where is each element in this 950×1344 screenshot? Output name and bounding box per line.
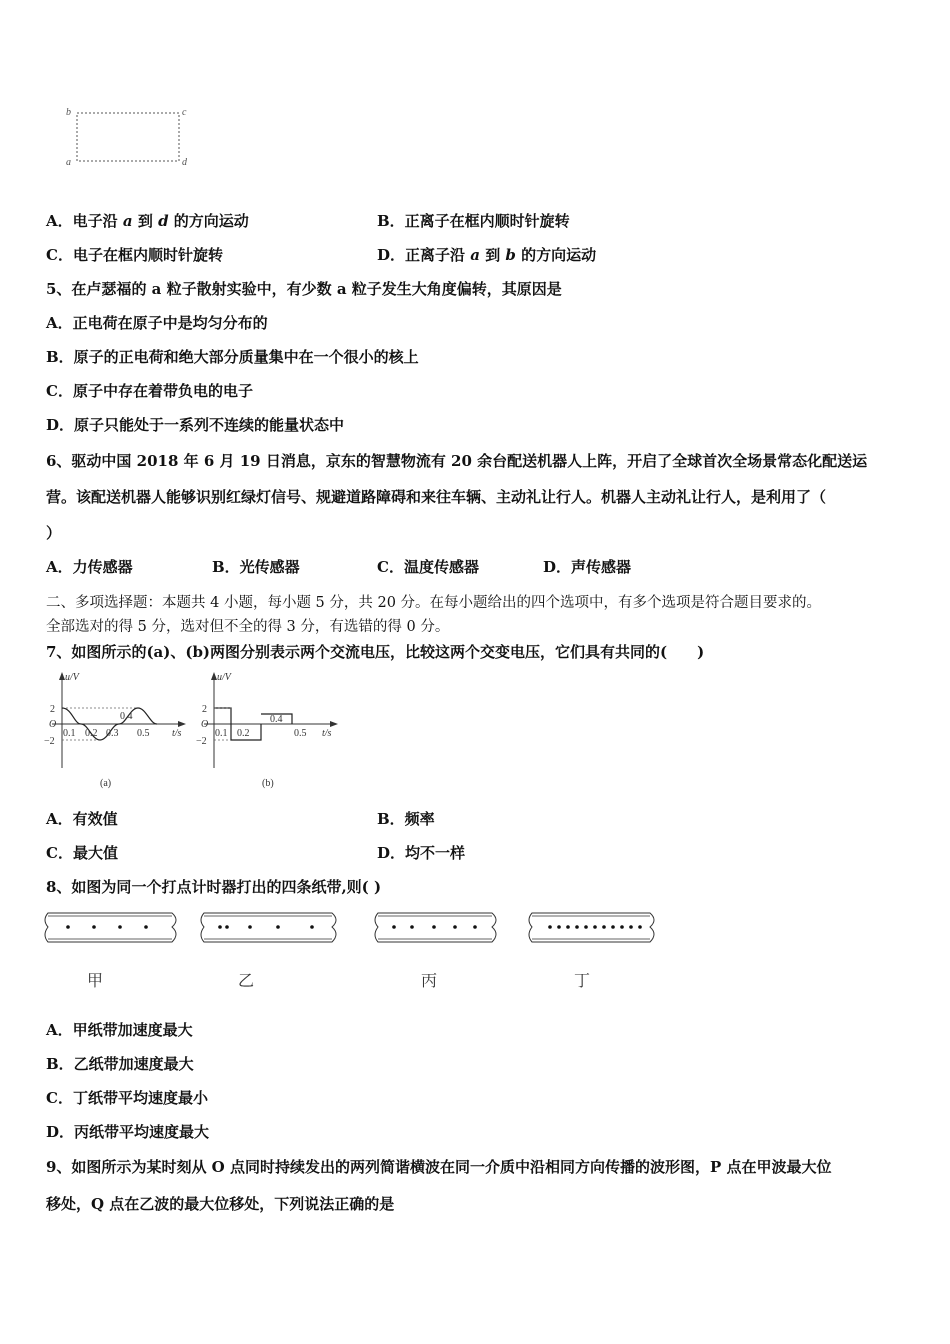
tape-dot — [392, 925, 396, 929]
tape-label-jia: 甲 — [87, 971, 104, 990]
tape-dot — [225, 925, 229, 929]
q5-stem: 5、在卢瑟福的 a 粒子散射实验中，有少数 a 粒子发生大角度偏转，其原因是 — [46, 280, 562, 298]
tape-jia — [44, 910, 184, 950]
q6-stem-line2: 营。该配送机器人能够识别红绿灯信号、规避道路障碍和来往车辆、主动礼让行人。机器人主动礼让行人，是利用了（ — [46, 488, 827, 506]
tape-dot — [584, 925, 588, 929]
tape-dot — [620, 925, 624, 929]
tape-dot — [92, 925, 96, 929]
q8-option-c[interactable]: C．丁纸带平均速度最小 — [46, 1089, 208, 1107]
section2-heading-line1: 二、多项选择题：本题共 4 小题，每小题 5 分，共 20 分。在每小题给出的四个选项中，有多个选项是符合题目要求的。 — [46, 595, 822, 611]
x-tick-02: 0.2 — [237, 728, 250, 739]
x-tick-04: 0.4 — [120, 711, 133, 722]
origin-label: O — [49, 719, 57, 730]
tape-dot — [453, 925, 457, 929]
rectangle-abcd-figure — [60, 100, 200, 175]
tape-dot — [66, 925, 70, 929]
y-tick-pos: 2 — [50, 704, 55, 715]
q8-option-b[interactable]: B．乙纸带加速度最大 — [46, 1055, 194, 1073]
tape-dot — [566, 925, 570, 929]
x-tick-05: 0.5 — [137, 728, 150, 739]
y-tick-neg: −2 — [44, 736, 55, 747]
x-axis-arrow — [330, 721, 338, 727]
x-tick-05: 0.5 — [294, 728, 307, 739]
q8-option-d[interactable]: D．丙纸带平均速度最大 — [46, 1123, 210, 1141]
label-c: c — [182, 107, 187, 118]
q6-option-b[interactable]: B．光传感器 — [212, 558, 300, 576]
tape-dot — [473, 925, 477, 929]
y-tick-pos: 2 — [202, 704, 207, 715]
x-tick-01: 0.1 — [63, 728, 76, 739]
dashed-frame — [77, 113, 179, 161]
q4-option-d[interactable]: D．正离子沿 a 到 b 的方向运动 — [377, 246, 597, 264]
tape-label-ding: 丁 — [574, 971, 591, 990]
x-tick-01: 0.1 — [215, 728, 228, 739]
y-axis-label: u/V — [65, 672, 79, 683]
tape-outline — [45, 913, 176, 942]
tape-dot — [602, 925, 606, 929]
tape-dot — [432, 925, 436, 929]
label-d: d — [182, 157, 187, 168]
tape-yi — [200, 910, 345, 950]
tape-outline — [529, 913, 654, 942]
q9-stem-line2: 移处，Q 点在乙波的最大位移处，下列说法正确的是 — [46, 1195, 395, 1213]
tape-dot — [118, 925, 122, 929]
tape-dot — [410, 925, 414, 929]
label-a: a — [66, 157, 71, 168]
q7-option-a[interactable]: A．有效值 — [46, 810, 118, 828]
q7-graph-a — [42, 668, 192, 793]
caption-a: (a) — [100, 778, 112, 789]
q6-stem-line3: ） — [46, 524, 62, 542]
tape-dot — [144, 925, 148, 929]
q5-option-c[interactable]: C．原子中存在着带负电的电子 — [46, 382, 253, 400]
tape-dot — [629, 925, 633, 929]
tape-dot — [218, 925, 222, 929]
label-b: b — [66, 107, 71, 118]
tape-dot — [593, 925, 597, 929]
x-tick-03: 0.3 — [106, 728, 119, 739]
tape-dot — [248, 925, 252, 929]
tape-dot — [276, 925, 280, 929]
tape-dot — [557, 925, 561, 929]
tape-dot — [611, 925, 615, 929]
x-axis-arrow — [178, 721, 186, 727]
caption-b: (b) — [262, 778, 274, 789]
section2-heading-line2: 全部选对的得 5 分，选对但不全的得 3 分，有选错的得 0 分。 — [46, 619, 450, 635]
y-axis-label: u/V — [217, 672, 231, 683]
tape-label-bing: 丙 — [421, 971, 438, 990]
q7-option-c[interactable]: C．最大值 — [46, 844, 118, 862]
q6-option-a[interactable]: A．力传感器 — [46, 558, 133, 576]
tape-dot — [310, 925, 314, 929]
x-tick-04: 0.4 — [270, 714, 283, 725]
q7-option-d[interactable]: D．均不一样 — [377, 844, 466, 862]
q7-stem: 7、如图所示的(a)、(b)两图分别表示两个交流电压，比较这两个交变电压，它们具有共同的( ) — [46, 643, 705, 661]
x-axis-label: t/s — [322, 728, 332, 739]
tape-ding — [528, 910, 663, 950]
x-axis-label: t/s — [172, 728, 182, 739]
q5-option-b[interactable]: B．原子的正电荷和绝大部分质量集中在一个很小的核上 — [46, 348, 419, 366]
q4-option-a[interactable]: A．电子沿 a 到 d 的方向运动 — [46, 212, 249, 230]
tape-dot — [575, 925, 579, 929]
q8-stem: 8、如图为同一个打点计时器打出的四条纸带,则( ) — [46, 878, 382, 896]
q7-graph-b — [194, 668, 344, 793]
tape-bing — [374, 910, 504, 950]
tape-label-yi: 乙 — [238, 971, 255, 990]
x-tick-02: 0.2 — [85, 728, 98, 739]
q5-option-a[interactable]: A．正电荷在原子中是均匀分布的 — [46, 314, 268, 332]
q5-option-d[interactable]: D．原子只能处于一系列不连续的能量状态中 — [46, 416, 345, 434]
q6-option-d[interactable]: D．声传感器 — [543, 558, 632, 576]
q6-option-c[interactable]: C．温度传感器 — [377, 558, 479, 576]
tape-dot — [548, 925, 552, 929]
origin-label: O — [201, 719, 209, 730]
q8-option-a[interactable]: A．甲纸带加速度最大 — [46, 1021, 193, 1039]
q6-stem-line1: 6、驱动中国 2018 年 6 月 19 日消息，京东的智慧物流有 20 余台配送机器人上阵，开启了全球首次全场景常态化配送运 — [46, 452, 868, 470]
q4-option-c[interactable]: C．电子在框内顺时针旋转 — [46, 246, 223, 264]
q9-stem-line1: 9、如图所示为某时刻从 O 点同时持续发出的两列简谐横波在同一介质中沿相同方向传播的波形图，P 点在甲波最大位 — [46, 1158, 832, 1176]
q4-option-b[interactable]: B．正离子在框内顺时针旋转 — [377, 212, 570, 230]
tape-dot — [638, 925, 642, 929]
y-tick-neg: −2 — [196, 736, 207, 747]
q7-option-b[interactable]: B．频率 — [377, 810, 435, 828]
